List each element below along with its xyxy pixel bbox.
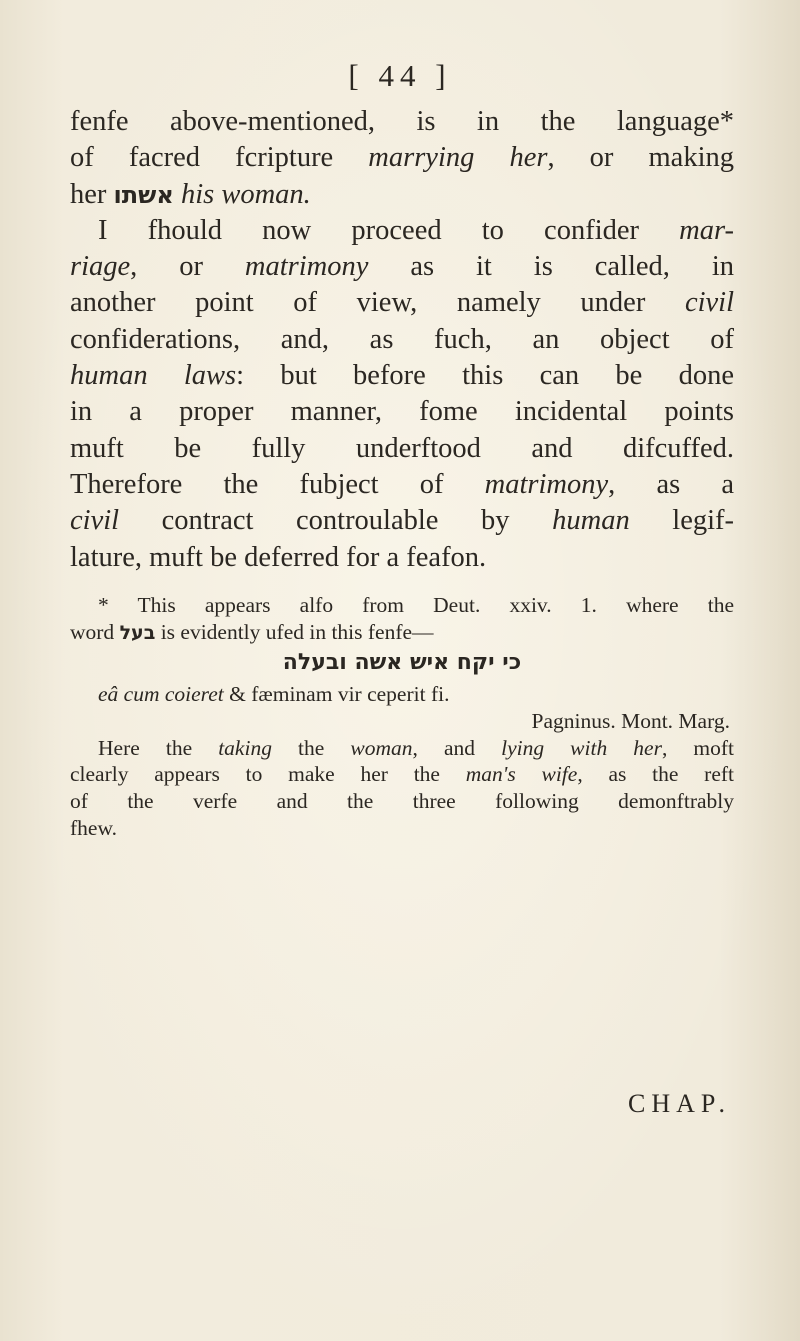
- hebrew-word: אשתו: [113, 180, 174, 209]
- hebrew-quote: כי יקח איש אשה ובעלה: [282, 650, 522, 676]
- footnote-line: eâ cum coieret & fæminam vir ceperit fi.: [98, 682, 450, 707]
- footnote-line: fhew.: [70, 815, 117, 840]
- footnote-line: clearly appears to make her the man's wife, as the reft: [70, 762, 735, 787]
- hebrew-word: בעל: [119, 621, 156, 644]
- footnote-line: Here the taking the woman, and lying with her, moft: [98, 735, 734, 760]
- page-number: [ 44 ]: [348, 58, 452, 93]
- text-line: muft be fully underftood and difcuffed.: [70, 432, 734, 464]
- text-line: confiderations, and, as fuch, an object of: [70, 323, 734, 355]
- footnote-line: word בעל is evidently ufed in this fenfe—: [70, 619, 434, 644]
- footnote-line: * This appears alfo from Deut. xxiv. 1. where the: [98, 593, 734, 617]
- text-line: human laws: but before this can be done: [70, 360, 734, 392]
- catchword: CHAP.: [628, 1089, 731, 1118]
- text-line: of facred fcripture marrying her, or making: [70, 142, 734, 174]
- text-line: I fhould now proceed to confider mar-: [98, 214, 734, 246]
- text-line: riage, or matrimony as it is called, in: [70, 251, 734, 283]
- main-text: [70, 104, 734, 576]
- footnote-citation: Pagninus. Mont. Marg.: [531, 708, 730, 733]
- footnote-line: of the verfe and the three following demonftrably: [70, 788, 734, 813]
- text-line: lature, muft be deferred for a feafon.: [70, 541, 487, 573]
- text-line: another point of view, namely under civil: [70, 287, 734, 319]
- text-line: fenfe above-mentioned, is in the language*: [70, 106, 734, 137]
- text-line: Therefore the fubject of matrimony, as a: [70, 468, 735, 500]
- footnote: [70, 592, 734, 841]
- text-line: her אשתו his woman.: [70, 178, 311, 210]
- text-line: civil contract controulable by human legif-: [70, 505, 734, 537]
- text-line: in a proper manner, fome incidental points: [70, 396, 734, 428]
